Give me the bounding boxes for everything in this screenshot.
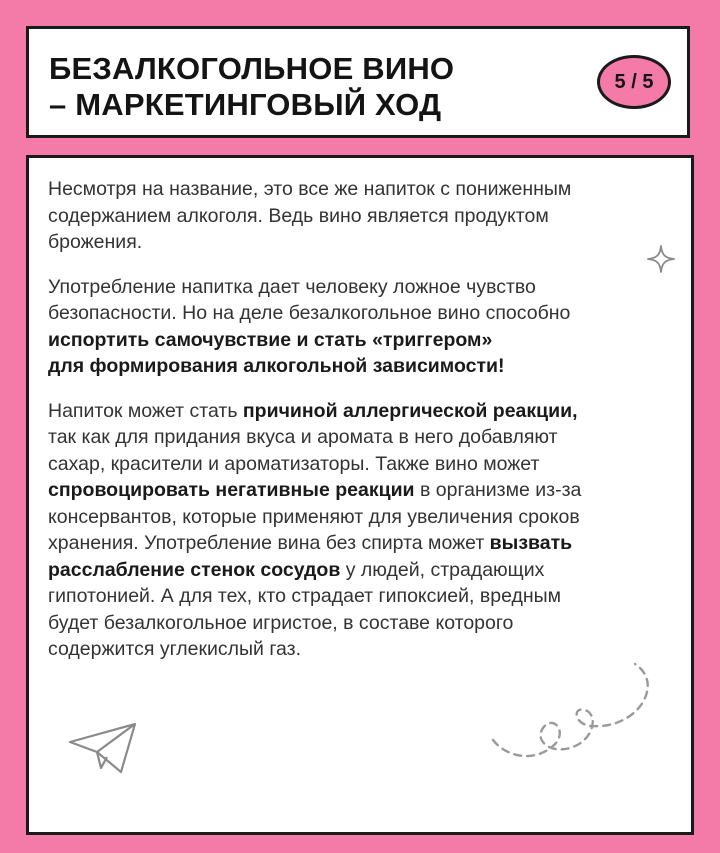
paragraph-2 bbox=[48, 274, 658, 380]
content-card bbox=[26, 155, 694, 835]
text-segment: у людей, страдающих bbox=[340, 558, 545, 581]
text-line: брожения. bbox=[48, 231, 143, 253]
text-segment: в организме из-за bbox=[414, 479, 582, 501]
text-line bbox=[48, 530, 658, 557]
text-line: Употребление напитка дает человеку ложное чувство bbox=[48, 275, 536, 298]
text-line: будет безалкогольное игристое, в составе которого bbox=[48, 611, 514, 634]
text-line: гипотонией. А для тех, кто страдает гипоксией, вредным bbox=[48, 585, 562, 607]
text-line: содержится углекислый газ. bbox=[48, 638, 302, 660]
text-line: консервантов, которые применяют для увеличения сроков bbox=[48, 505, 580, 528]
text-line bbox=[48, 398, 658, 425]
paragraph-3 bbox=[48, 398, 658, 663]
dashed-swirl-icon bbox=[487, 658, 657, 768]
text-line bbox=[48, 477, 658, 504]
title-card bbox=[26, 26, 690, 138]
article-text bbox=[48, 176, 658, 681]
bold-segment: причиной аллергической реакции, bbox=[242, 399, 578, 422]
text-segment: хранения. Употребление вина без спирта может bbox=[48, 532, 490, 554]
paper-plane-icon bbox=[67, 720, 139, 778]
bold-text-line: испортить самочувствие и стать «триггером» bbox=[48, 328, 493, 351]
bold-segment: вызвать bbox=[489, 532, 573, 554]
paragraph-1 bbox=[48, 176, 658, 256]
text-line: Несмотря на название, это все же напиток с пониженным bbox=[48, 178, 572, 200]
text-line bbox=[48, 557, 658, 584]
bold-text-line: для формирования алкогольной зависимости! bbox=[48, 355, 505, 377]
text-line: сахар, красители и ароматизаторы. Также вино может bbox=[48, 452, 540, 475]
text-segment: Напиток может стать bbox=[48, 399, 243, 422]
bold-segment: спровоцировать негативные реакции bbox=[48, 479, 415, 501]
page-indicator-badge: 5 / 5 bbox=[597, 55, 671, 109]
title-line-1: БЕЗАЛКОГОЛЬНОЕ ВИНО bbox=[49, 51, 455, 86]
page-title bbox=[49, 51, 589, 123]
text-line: безопасности. Но на деле безалкогольное вино способно bbox=[48, 302, 571, 324]
text-line: содержанием алкоголя. Ведь вино является продуктом bbox=[48, 204, 549, 227]
text-line: так как для придания вкуса и аромата в него добавляют bbox=[48, 426, 558, 448]
title-line-2: – МАРКЕТИНГОВЫЙ ХОД bbox=[49, 87, 442, 122]
sparkle-icon bbox=[646, 244, 676, 274]
bold-segment: расслабление стенок сосудов bbox=[48, 558, 341, 581]
